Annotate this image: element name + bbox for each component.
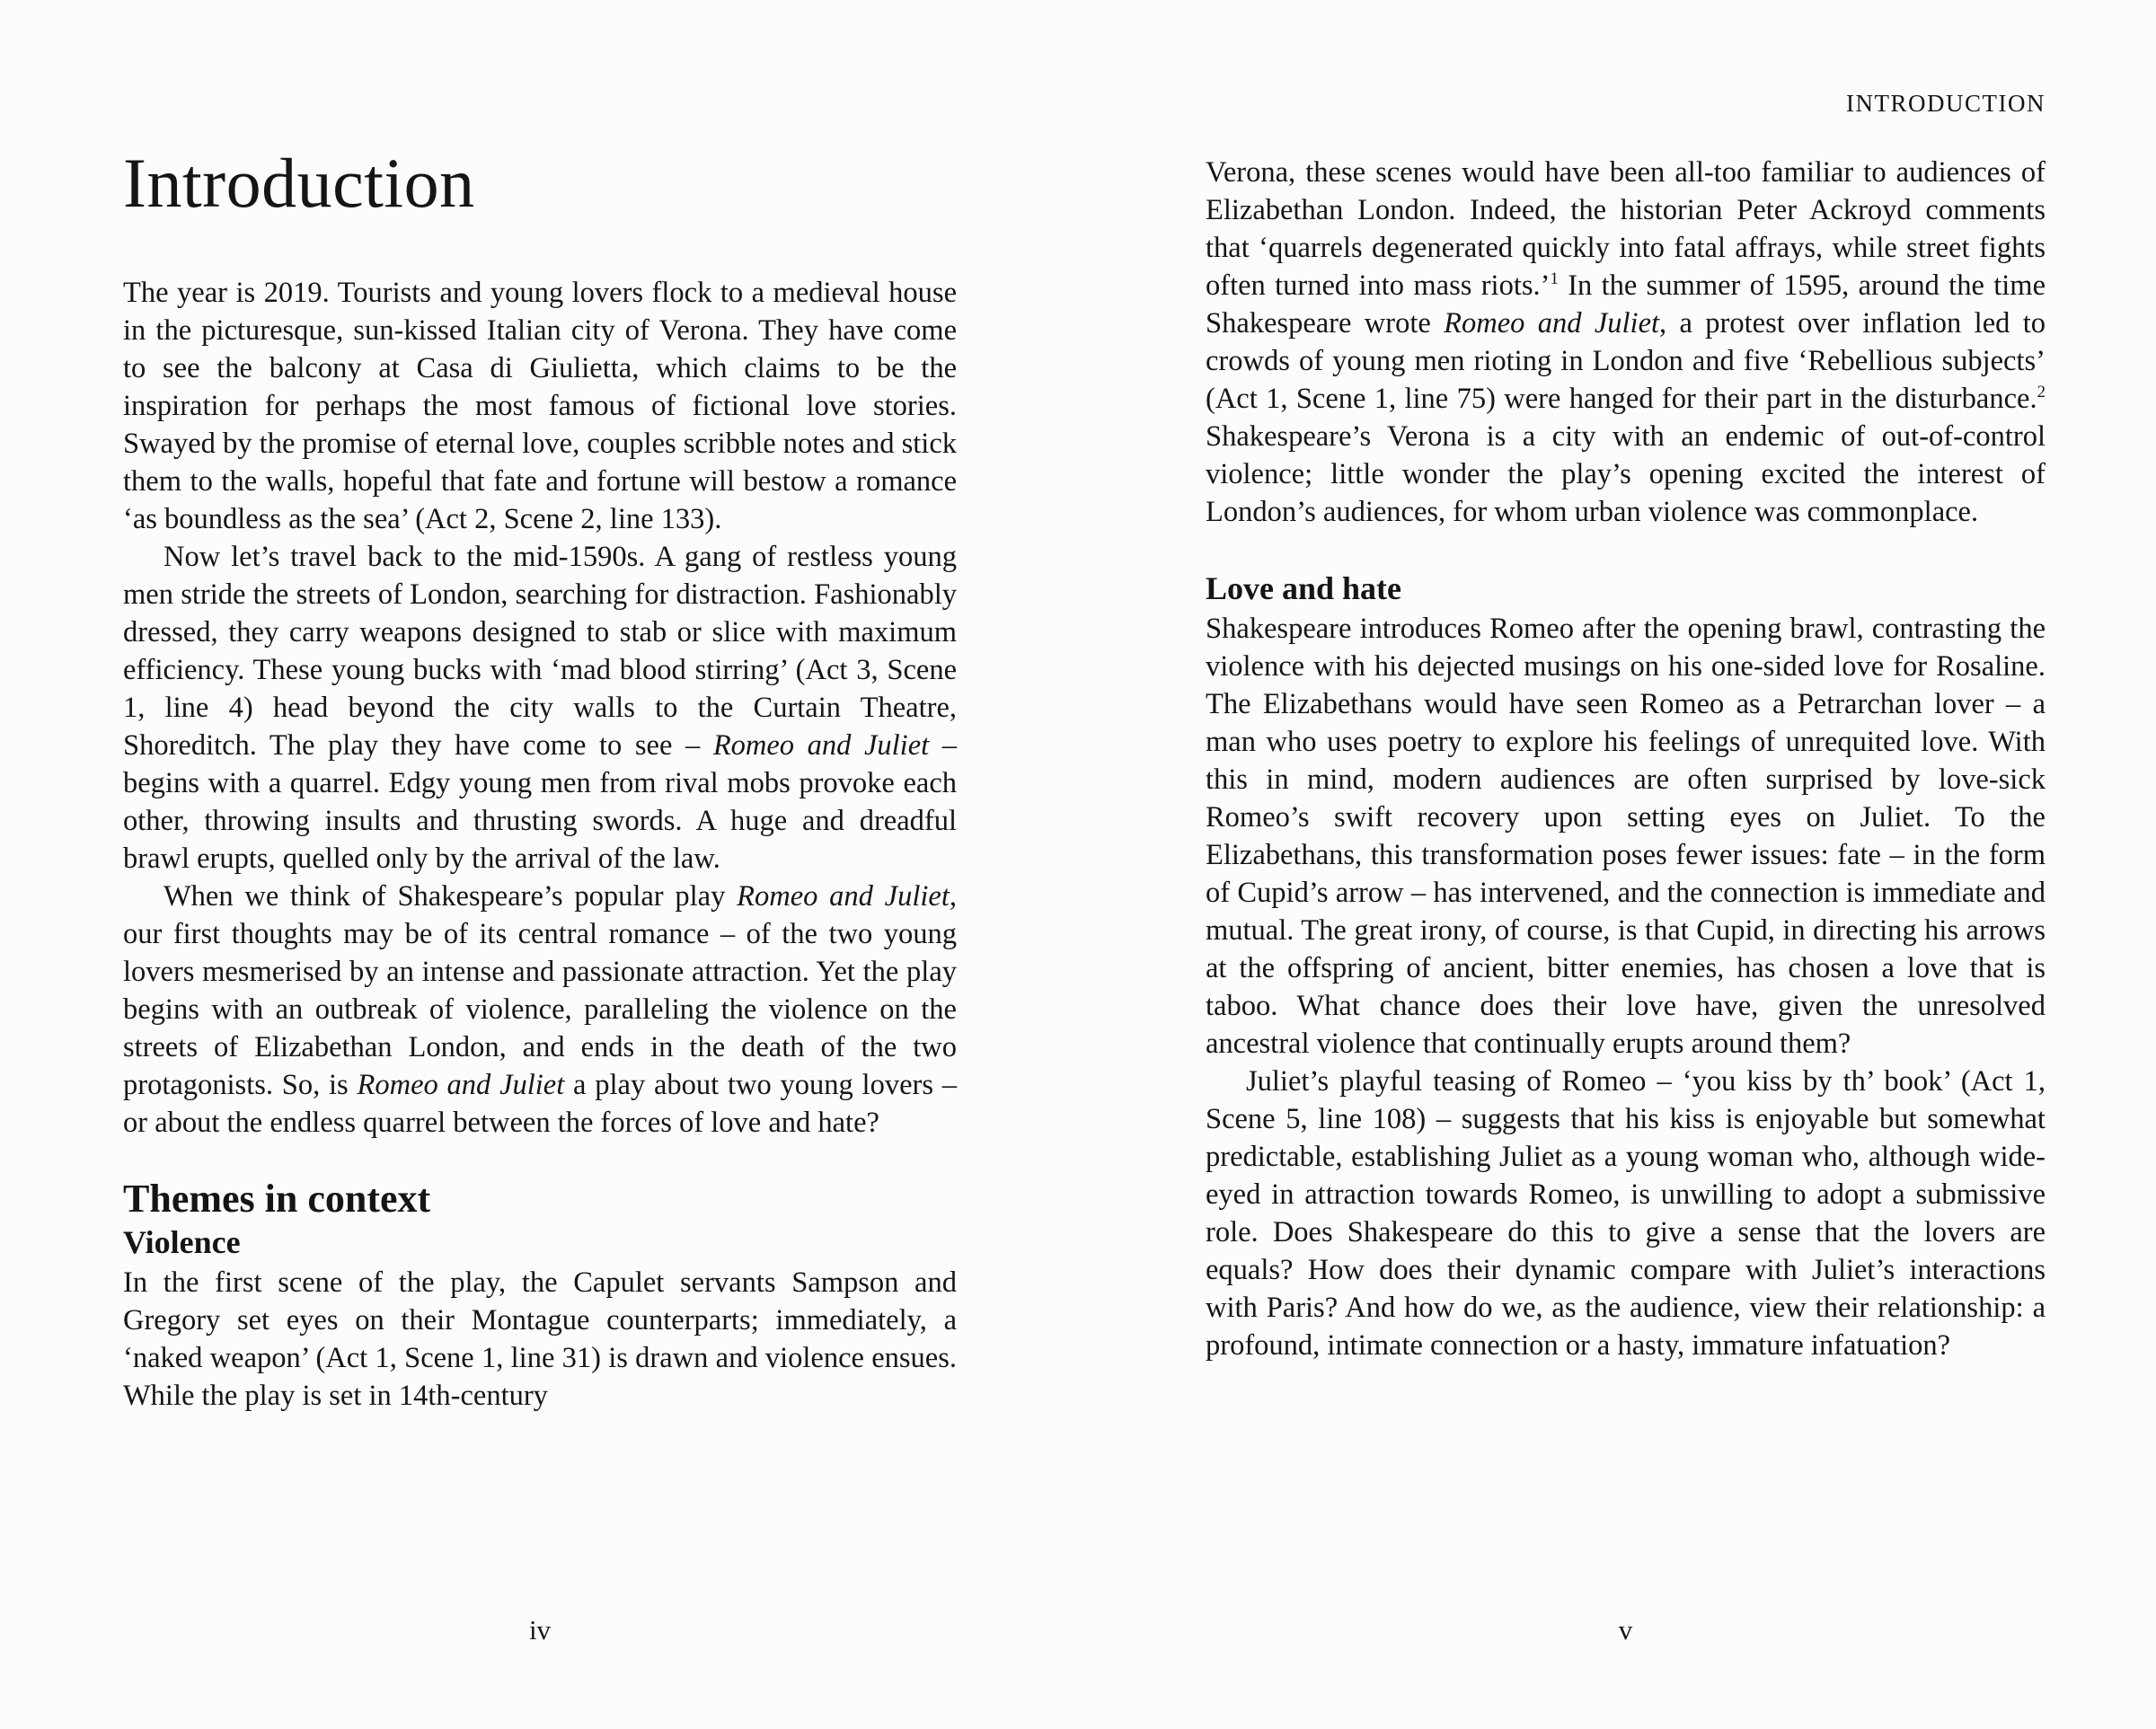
text-segment: Themes in context — [123, 1177, 431, 1221]
chapter-title: Introduction — [123, 144, 475, 222]
body-paragraph — [1206, 1063, 2046, 1364]
page-number-left: iv — [528, 1614, 552, 1645]
text-segment: The year is 2019. Tourists and young lovers flock to a medieval house in the picturesque, sun-kissed Italian city of Verona. They have come to see the balcony at Casa di Giulietta, which claims to be the inspiration for perhaps the most famous of fictional love stories. Swayed by the promise of eternal love, couples scribble notes and stick them to the walls, hopeful that fate and fortune will bestow a romance ‘as boundless as the sea’ (Act 2, Scene 2, line 133). — [123, 277, 957, 535]
text-segment: Juliet’s playful teasing of Romeo – ‘you kiss by th’ book’ (Act 1, Scene 5, line 108) – suggests that his kiss is enjoyable but somewhat predictable, establishing Juliet as a young woman who, although wide-eyed in attraction towards Romeo, is unwilling to adopt a submissive role. Does Shakespeare do this to give a sense that the lovers are equals? How does their dynamic compare with Juliet’s interactions with Paris? And how do we, as the audience, view their relationship: a profound, intimate connection or a hasty, immature infatuation? — [1206, 1065, 2046, 1362]
body-paragraph — [1206, 610, 2046, 1063]
body-paragraph — [123, 538, 957, 878]
text-segment: , our first thoughts may be of its central romance – of the two young lovers mesmerised by an intense and passionate attraction. Yet the play begins with an outbreak of violence, paralleling the violence on the streets of Elizabethan London, and ends in the death of the two protagonists. So, is — [123, 880, 958, 1101]
italic-play-title: Romeo and Juliet — [712, 729, 930, 762]
body-paragraph — [1206, 154, 2046, 531]
body-paragraph — [123, 878, 957, 1142]
text-segment: – begins with a quarrel. Edgy young men from rival mobs provoke each other, throwing insults and thrusting swords. A huge and dreadful brawl erupts, quelled only by the arrival of the law. — [123, 729, 958, 875]
text-segment: In the summer of 1595, around the time Shakespeare wrote — [1206, 269, 2046, 340]
running-header: INTRODUCTION — [1846, 90, 2046, 117]
page-number-right: v — [1618, 1614, 1633, 1645]
footnote-marker: 2 — [2037, 383, 2046, 402]
body-paragraph — [123, 1264, 957, 1415]
text-segment: a play about two young lovers – or about the endless quarrel between the forces of love and hate? — [123, 1069, 958, 1139]
text-segment: In the first scene of the play, the Capulet servants Sampson and Gregory set eyes on their Montague counterparts; immediately, a ‘naked weapon’ (Act 1, Scene 1, line 31) is drawn and violence ensues. While the play is set in 14th-century — [123, 1266, 957, 1412]
italic-play-title: Romeo and Juliet — [737, 880, 950, 913]
text-segment: , a protest over inflation led to crowds of young men rioting in London and five ‘Rebellious subjects’ (Act 1, Scene 1, line 75) were hanged for their part in the disturbance. — [1206, 307, 2046, 415]
subsection-heading — [123, 1221, 957, 1264]
text-segment: Shakespeare introduces Romeo after the opening brawl, contrasting the violence with his dejected musings on his one-sided love for Rosaline. The Elizabethans would have seen Romeo as a Petrarchan lover – a man who uses poetry to explore his feelings of unrequited love. With this in mind, modern audiences are often surprised by love-sick Romeo’s swift recovery upon setting eyes on Juliet. To the Elizabethans, this transformation poses fewer issues: fate – in the form of Cupid’s arrow – has intervened, and the connection is immediate and mutual. The great irony, of course, is that Cupid, in directing his arrows at the offspring of ancient, bitter enemies, has chosen a love that is taboo. What chance does their love have, given the unresolved ancestral violence that continually erupts around them? — [1206, 613, 2046, 1060]
body-paragraph — [123, 274, 957, 538]
text-segment: Verona, these scenes would have been all-too familiar to audiences of Elizabethan London. Indeed, the historian Peter Ackroyd comments that ‘quarrels degenerated quickly into fatal affrays, while street fights often turned into mass riots.’ — [1206, 156, 2046, 302]
text-segment: Shakespeare’s Verona is a city with an endemic of out-of-control violence; little wonder the play’s opening excited the interest of London’s audiences, for whom urban violence was commonplace. — [1206, 420, 2046, 528]
text-segment: Violence — [123, 1224, 241, 1260]
text-segment: When we think of Shakespeare’s popular play — [163, 880, 738, 913]
page-left — [123, 0, 957, 1729]
section-heading — [123, 1178, 957, 1221]
italic-play-title: Romeo and Juliet — [357, 1069, 565, 1101]
text-segment: Now let’s travel back to the mid-1590s. A gang of restless young men stride the streets of London, searching for distraction. Fashionably dressed, they carry weapons designed to stab or slice with maximum efficiency. These young bucks with ‘mad blood stirring’ (Act 3, Scene 1, line 4) head beyond the city walls to the Curtain Theatre, Shoreditch. The play they have come to see – — [123, 541, 957, 762]
page-left-content — [123, 274, 957, 1415]
page-right-content — [1206, 154, 2046, 1364]
italic-play-title: Romeo and Juliet — [1444, 307, 1660, 340]
subsection-heading — [1206, 567, 2046, 610]
page-right — [1206, 0, 2046, 1729]
text-segment: Love and hate — [1206, 570, 1402, 606]
footnote-marker: 1 — [1550, 269, 1559, 289]
